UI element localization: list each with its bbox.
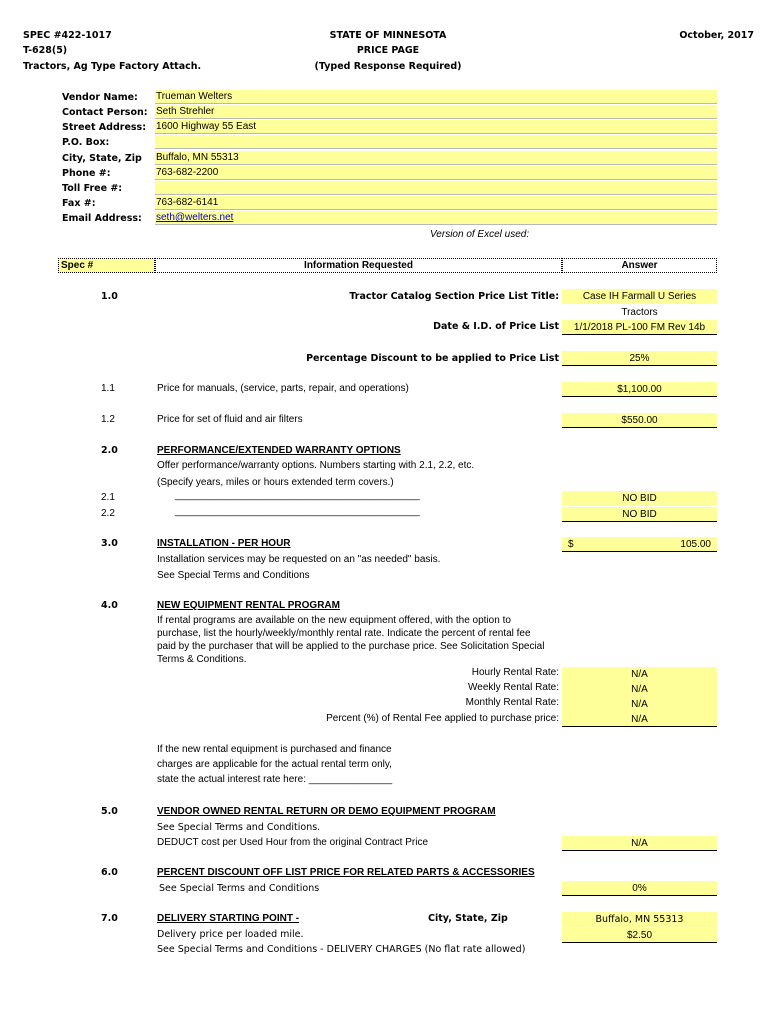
email-link[interactable]: seth@welters.net	[156, 212, 234, 223]
typed-note: (Typed Response Required)	[314, 61, 462, 72]
installation-title: INSTALLATION - PER HOUR	[157, 538, 291, 549]
vendor-name-label: Vendor Name:	[62, 92, 138, 103]
tollfree-label: Toll Free #:	[62, 183, 123, 194]
demo-answer[interactable]: N/A	[562, 836, 717, 851]
doc-date: October, 2017	[679, 30, 754, 41]
catalog-title-answer[interactable]: Case IH Farmall U Series	[562, 289, 717, 304]
spec-5-0: 5.0	[101, 806, 118, 817]
installation-amount: 105.00	[680, 539, 711, 550]
manuals-text: Price for manuals, (service, parts, repair, and operations)	[157, 383, 409, 394]
email-label: Email Address:	[62, 213, 142, 224]
spec-2-2: 2.2	[101, 508, 115, 519]
col-answer-header: Answer	[562, 258, 717, 273]
spec-2-0: 2.0	[101, 445, 118, 456]
fax-label: Fax #:	[62, 198, 96, 209]
spec-7-0: 7.0	[101, 913, 118, 924]
phone-field[interactable]: 763-682-2200	[155, 166, 717, 180]
demo-title: VENDOR OWNED RENTAL RETURN OR DEMO EQUIPMENT PROGRAM	[157, 806, 496, 817]
installation-line-2: See Special Terms and Conditions	[157, 570, 310, 581]
catalog-title-answer-2: Tractors	[621, 307, 658, 318]
street-label: Street Address:	[62, 122, 146, 133]
contact-field[interactable]: Seth Strehler	[155, 105, 717, 119]
finance-line-3: state the actual interest rate here: _______________	[157, 774, 393, 785]
spec-4-0: 4.0	[101, 600, 118, 611]
weekly-label: Weekly Rental Rate:	[468, 682, 559, 693]
delivery-price-answer[interactable]: $2.50	[562, 928, 717, 943]
city-field[interactable]: Buffalo, MN 55313	[155, 151, 717, 165]
spec-1-1: 1.1	[101, 383, 115, 394]
finance-line-2: charges are applicable for the actual rental term only,	[157, 759, 392, 770]
delivery-city-answer[interactable]: Buffalo, MN 55313	[562, 912, 717, 927]
fax-field[interactable]: 763-682-6141	[155, 196, 717, 210]
spec-6-0: 6.0	[101, 867, 118, 878]
demo-line-2: DEDUCT cost per Used Hour from the original Contract Price	[157, 837, 429, 848]
street-field[interactable]: 1600 Highway 55 East	[155, 120, 717, 134]
percentage-discount-label: Percentage Discount to be applied to Price List	[306, 353, 559, 364]
warranty-line-2: (Specify years, miles or hours extended term covers.)	[157, 477, 394, 488]
category: Tractors, Ag Type Factory Attach.	[23, 61, 202, 72]
pobox-field[interactable]	[155, 135, 717, 149]
catalog-title-label: Tractor Catalog Section Price List Title:	[349, 291, 559, 302]
excel-version-label: Version of Excel used:	[430, 229, 530, 240]
rental-line-3: paid by the purchaser that will be applied to the purchase price. See Solicitation Special	[157, 641, 545, 652]
currency-symbol: $	[568, 539, 574, 550]
delivery-city-label: City, State, Zip	[428, 913, 508, 924]
hourly-answer[interactable]: N/A	[562, 667, 717, 682]
parts-discount-title: PERCENT DISCOUNT OFF LIST PRICE FOR RELATED PARTS & ACCESSORIES	[157, 867, 535, 878]
rental-line-2: purchase, list the hourly/weekly/monthly rental rate. Indicate the percent of rental fee	[157, 628, 531, 639]
rental-line-4: Terms & Conditions.	[157, 654, 247, 665]
demo-line-1: See Special Terms and Conditions.	[157, 822, 321, 833]
spec-1-2: 1.2	[101, 414, 115, 425]
tollfree-field[interactable]	[155, 181, 717, 195]
spec-3-0: 3.0	[101, 538, 118, 549]
monthly-label: Monthly Rental Rate:	[465, 697, 559, 708]
delivery-line-2: See Special Terms and Conditions - DELIVERY CHARGES (No flat rate allowed)	[157, 944, 526, 955]
price-list-date-answer[interactable]: 1/1/2018 PL-100 FM Rev 14b	[562, 320, 717, 335]
spec-1-0: 1.0	[101, 291, 118, 302]
manuals-answer[interactable]: $1,100.00	[562, 382, 717, 397]
delivery-title: DELIVERY STARTING POINT -	[157, 913, 300, 924]
parts-discount-line-1: See Special Terms and Conditions	[159, 883, 320, 894]
finance-line-1: If the new rental equipment is purchased and finance	[157, 744, 392, 755]
warranty-title: PERFORMANCE/EXTENDED WARRANTY OPTIONS	[157, 445, 401, 456]
warranty-2-2-answer[interactable]: NO BID	[562, 507, 717, 522]
pobox-label: P.O. Box:	[62, 137, 110, 148]
installation-answer[interactable]	[562, 537, 717, 552]
rental-title: NEW EQUIPMENT RENTAL PROGRAM	[157, 600, 340, 611]
vendor-name-field[interactable]: Trueman Welters	[155, 90, 717, 104]
warranty-2-1-answer[interactable]: NO BID	[562, 491, 717, 506]
hourly-label: Hourly Rental Rate:	[471, 667, 559, 678]
warranty-2-1-blank: ____________________________________________	[175, 490, 420, 501]
rental-line-1: If rental programs are available on the new equipment offered, with the option to	[157, 615, 511, 626]
spec-number: SPEC #422-1017	[23, 30, 112, 41]
delivery-line-1: Delivery price per loaded mile.	[157, 929, 304, 940]
warranty-2-2-blank: ____________________________________________	[175, 506, 420, 517]
page-title: PRICE PAGE	[356, 45, 420, 56]
warranty-line-1: Offer performance/warranty options. Numbers starting with 2.1, 2.2, etc.	[157, 460, 475, 471]
contact-label: Contact Person:	[62, 107, 148, 118]
col-info-header: Information Requested	[155, 258, 562, 273]
installation-line-1: Installation services may be requested on an "as needed" basis.	[157, 554, 441, 565]
city-label: City, State, Zip	[62, 153, 142, 164]
filters-answer[interactable]: $550.00	[562, 413, 717, 428]
weekly-answer[interactable]: N/A	[562, 682, 717, 697]
pct-fee-answer[interactable]: N/A	[562, 712, 717, 727]
filters-text: Price for set of fluid and air filters	[157, 414, 303, 425]
monthly-answer[interactable]: N/A	[562, 697, 717, 712]
parts-discount-answer[interactable]: 0%	[562, 881, 717, 896]
col-spec-header: Spec #	[58, 258, 155, 273]
email-field[interactable]	[155, 211, 717, 225]
spec-2-1: 2.1	[101, 492, 115, 503]
percentage-discount-answer[interactable]: 25%	[562, 351, 717, 366]
pct-fee-label: Percent (%) of Rental Fee applied to purchase price:	[326, 713, 559, 724]
t-number: T-628(5)	[23, 45, 68, 56]
phone-label: Phone #:	[62, 168, 111, 179]
price-list-date-label: Date & I.D. of Price List	[433, 321, 559, 332]
state-title: STATE OF MINNESOTA	[329, 30, 447, 41]
